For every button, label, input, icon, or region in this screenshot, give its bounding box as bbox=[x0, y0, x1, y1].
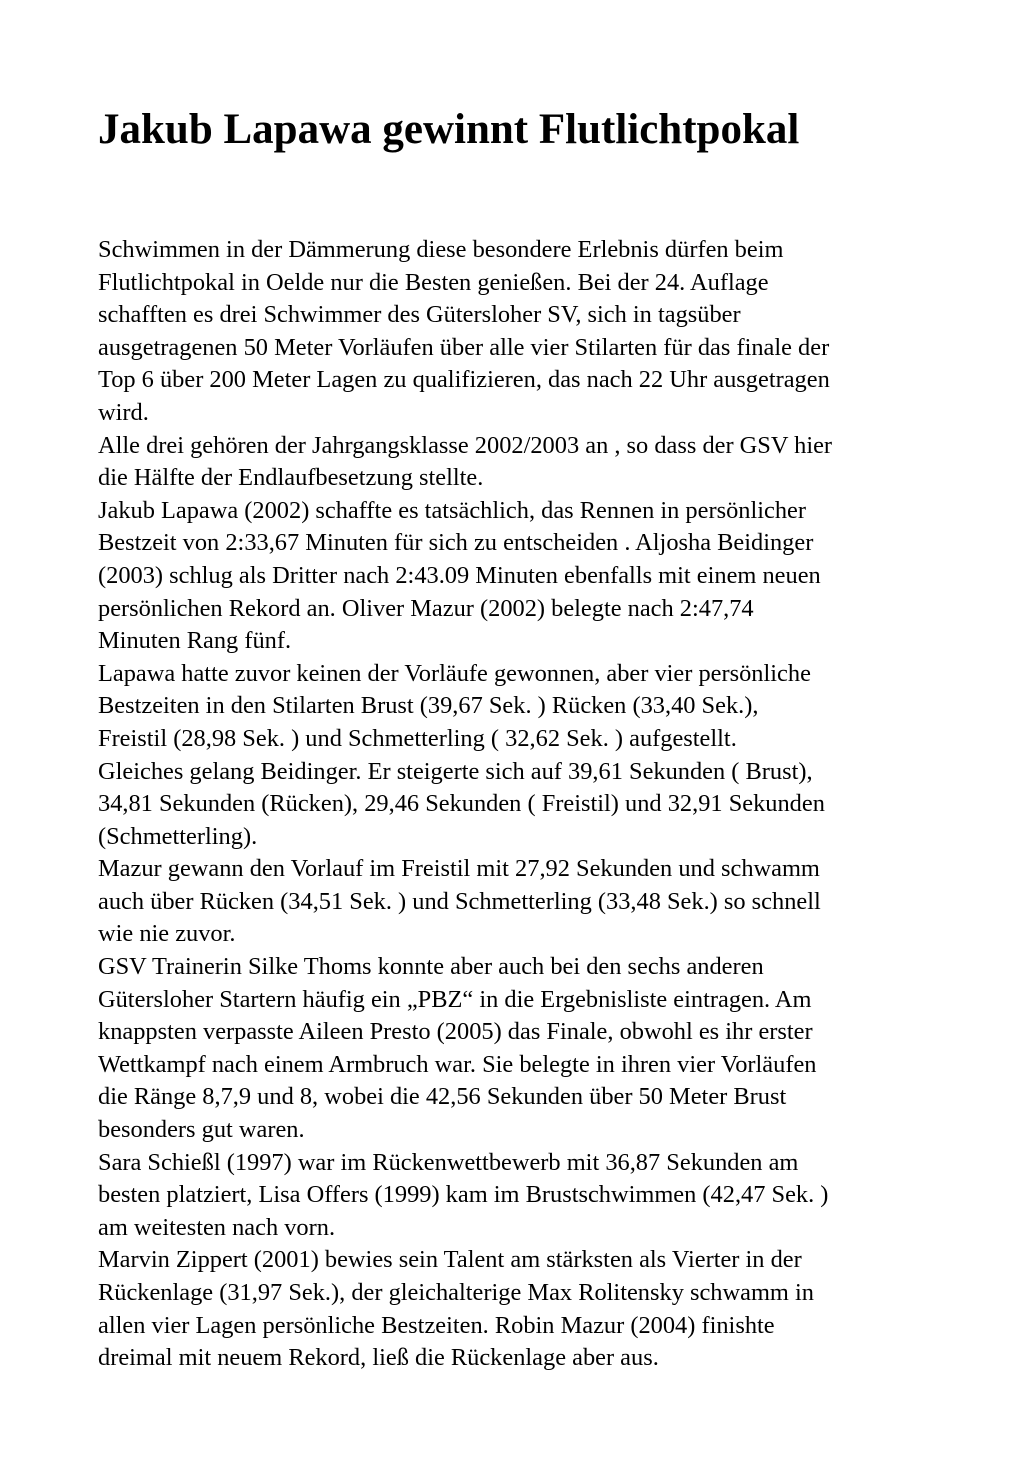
text-line: ausgetragenen 50 Meter Vorläufen über alle vier Stilarten für das finale der bbox=[98, 333, 830, 361]
text-line: Mazur gewann den Vorlauf im Freistil mit 27,92 Sekunden und schwamm bbox=[98, 855, 820, 883]
text-line: Alle drei gehören der Jahrgangsklasse 2002/2003 an , so dass der GSV hier bbox=[98, 431, 833, 459]
article-body bbox=[98, 234, 958, 1375]
text-line: dreimal mit neuem Rekord, ließ die Rückenlage aber aus. bbox=[98, 1344, 659, 1372]
text-line: am weitesten nach vorn. bbox=[98, 1213, 336, 1241]
text-line: GSV Trainerin Silke Thoms konnte aber auch bei den sechs anderen bbox=[98, 953, 764, 981]
text-line: Flutlichtpokal in Oelde nur die Besten genießen. Bei der 24. Auflage bbox=[98, 268, 769, 296]
text-line: Sara Schießl (1997) war im Rückenwettbewerb mit 36,87 Sekunden am bbox=[98, 1148, 799, 1176]
text-line: 34,81 Sekunden (Rücken), 29,46 Sekunden ( Freistil) und 32,91 Sekunden bbox=[98, 790, 825, 818]
text-line: knappsten verpasste Aileen Presto (2005) das Finale, obwohl es ihr erster bbox=[98, 1018, 813, 1046]
text-line: Jakub Lapawa (2002) schaffte es tatsächlich, das Rennen in persönlicher bbox=[98, 496, 806, 524]
text-line: besonders gut waren. bbox=[98, 1116, 305, 1144]
text-line: die Ränge 8,7,9 und 8, wobei die 42,56 Sekunden über 50 Meter Brust bbox=[98, 1083, 787, 1111]
text-line: schafften es drei Schwimmer des Gütersloher SV, sich in tagsüber bbox=[98, 301, 741, 329]
text-line: Gütersloher Startern häufig ein „PBZ“ in die Ergebnisliste eintragen. Am bbox=[98, 985, 812, 1013]
text-line: besten platziert, Lisa Offers (1999) kam im Brustschwimmen (42,47 Sek. ) bbox=[98, 1181, 829, 1209]
text-line: Marvin Zippert (2001) bewies sein Talent am stärksten als Vierter in der bbox=[98, 1246, 802, 1274]
text-line: persönlichen Rekord an. Oliver Mazur (2002) belegte nach 2:47,74 bbox=[98, 594, 754, 622]
text-line: Gleiches gelang Beidinger. Er steigerte sich auf 39,61 Sekunden ( Brust), bbox=[98, 757, 813, 785]
text-line: allen vier Lagen persönliche Bestzeiten. Robin Mazur (2004) finishte bbox=[98, 1311, 775, 1339]
article-title: Jakub Lapawa gewinnt Flutlichtpokal bbox=[98, 106, 800, 153]
text-line: auch über Rücken (34,51 Sek. ) und Schmetterling (33,48 Sek.) so schnell bbox=[98, 887, 821, 915]
text-line: (2003) schlug als Dritter nach 2:43.09 Minuten ebenfalls mit einem neuen bbox=[98, 561, 821, 589]
text-line: die Hälfte der Endlaufbesetzung stellte. bbox=[98, 464, 484, 492]
text-line: Bestzeit von 2:33,67 Minuten für sich zu entscheiden . Aljosha Beidinger bbox=[98, 529, 814, 557]
text-line: Lapawa hatte zuvor keinen der Vorläufe gewonnen, aber vier persönliche bbox=[98, 659, 811, 687]
text-line: Freistil (28,98 Sek. ) und Schmetterling ( 32,62 Sek. ) aufgestellt. bbox=[98, 724, 737, 752]
text-line: Wettkampf nach einem Armbruch war. Sie belegte in ihren vier Vorläufen bbox=[98, 1050, 817, 1078]
text-line: wie nie zuvor. bbox=[98, 920, 236, 948]
text-line: wird. bbox=[98, 398, 149, 426]
text-line: Bestzeiten in den Stilarten Brust (39,67 Sek. ) Rücken (33,40 Sek.), bbox=[98, 692, 759, 720]
text-line: Minuten Rang fünf. bbox=[98, 627, 292, 655]
text-line: (Schmetterling). bbox=[98, 822, 258, 850]
text-line: Rückenlage (31,97 Sek.), der gleichalterige Max Rolitensky schwamm in bbox=[98, 1279, 814, 1306]
text-line: Schwimmen in der Dämmerung diese besondere Erlebnis dürfen beim bbox=[98, 236, 784, 263]
text-line: Top 6 über 200 Meter Lagen zu qualifizieren, das nach 22 Uhr ausgetragen bbox=[98, 366, 830, 394]
